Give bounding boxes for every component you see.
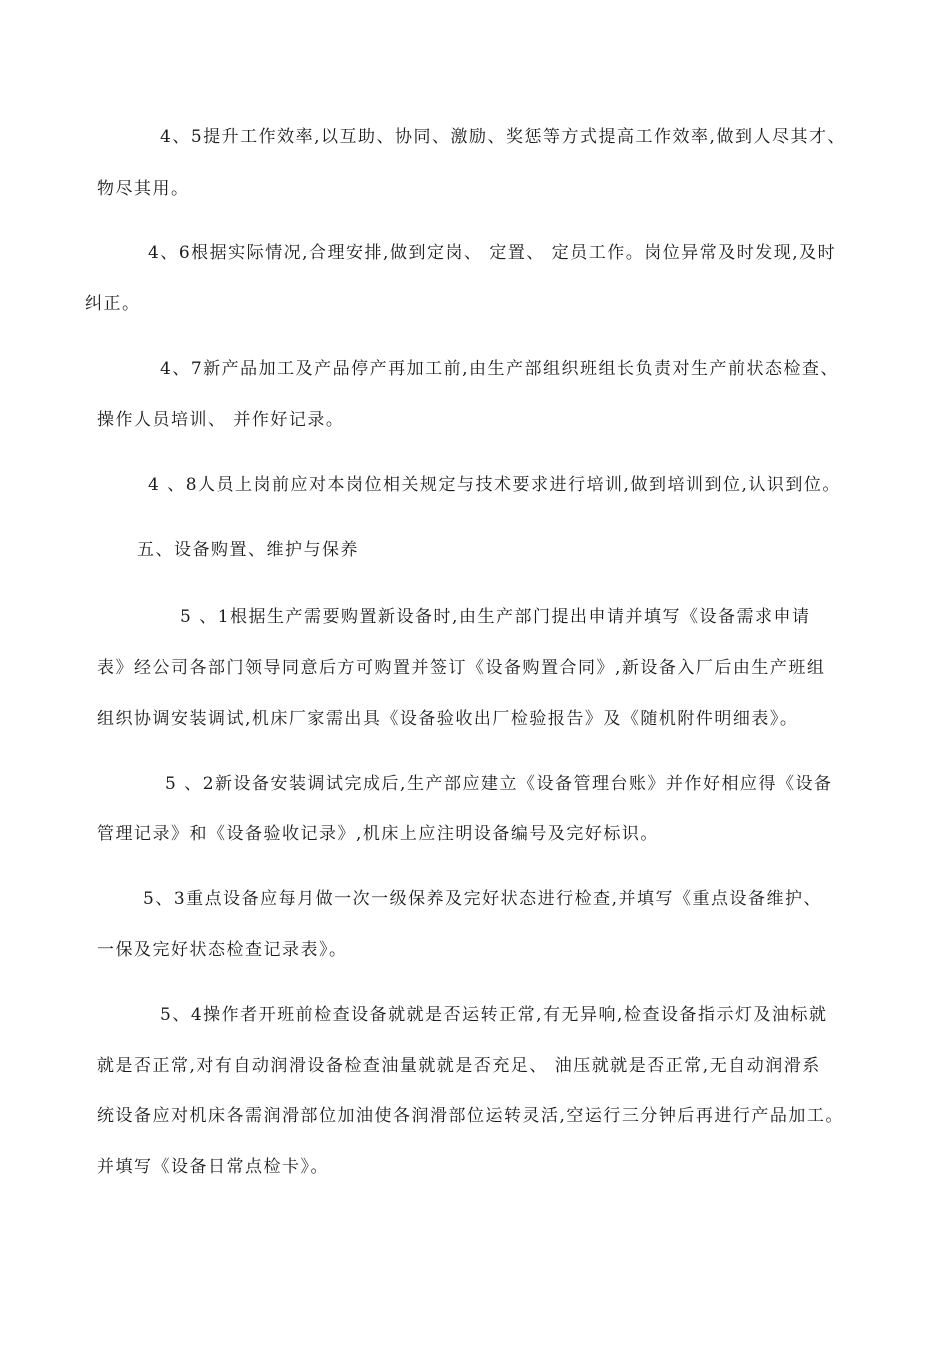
text-line: 4、7新产品加工及产品停产再加工前,由生产部组织班组长负责对生产前状态检查、 xyxy=(160,359,840,379)
text-line: 纠正。 xyxy=(85,294,141,314)
text-line: 5 、2新设备安装调试完成后,生产部应建立《设备管理台账》并作好相应得《设备 xyxy=(165,774,833,794)
text-line: 表》经公司各部门领导同意后方可购置并签订《设备购置合同》,新设备入厂后由生产班组 xyxy=(97,658,826,678)
text-line: 5、3重点设备应每月做一次一级保养及完好状态进行检查,并填写《重点设备维护、 xyxy=(143,889,823,909)
text-line: 统设备应对机床各需润滑部位加油使各润滑部位运转灵活,空运行三分钟后再进行产品加工。 xyxy=(97,1106,844,1126)
text-line: 4、6根据实际情况,合理安排,做到定岗、 定置、 定员工作。岗位异常及时发现,及时 xyxy=(148,243,837,263)
text-line: 4 、8人员上岗前应对本岗位相关规定与技术要求进行培训,做到培训到位,认识到位。 xyxy=(148,475,841,495)
text-line: 4、5提升工作效率,以互助、协同、激励、奖惩等方式提高工作效率,做到人尽其才、 xyxy=(160,127,846,147)
text-line: 管理记录》和《设备验收记录》,机床上应注明设备编号及完好标识。 xyxy=(97,824,659,844)
text-line: 操作人员培训、 并作好记录。 xyxy=(97,410,345,430)
section-title: 五、设备购置、维护与保养 xyxy=(137,540,359,560)
text-line: 物尽其用。 xyxy=(97,179,190,199)
text-line: 并填写《设备日常点检卡》。 xyxy=(97,1157,329,1177)
text-line: 5 、1根据生产需要购置新设备时,由生产部门提出申请并填写《设备需求申请 xyxy=(180,607,811,627)
text-line: 组织协调安装调试,机床厂家需出具《设备验收出厂检验报告》及《随机附件明细表》。 xyxy=(97,709,799,729)
text-line: 5、4操作者开班前检查设备就就是否运转正常,有无异响,检查设备指示灯及油标就 xyxy=(160,1005,828,1025)
text-line: 就是否正常,对有自动润滑设备检查油量就就是否充足、 油压就就是否正常,无自动润滑系 xyxy=(97,1056,821,1076)
text-line: 一保及完好状态检查记录表》。 xyxy=(97,940,348,960)
